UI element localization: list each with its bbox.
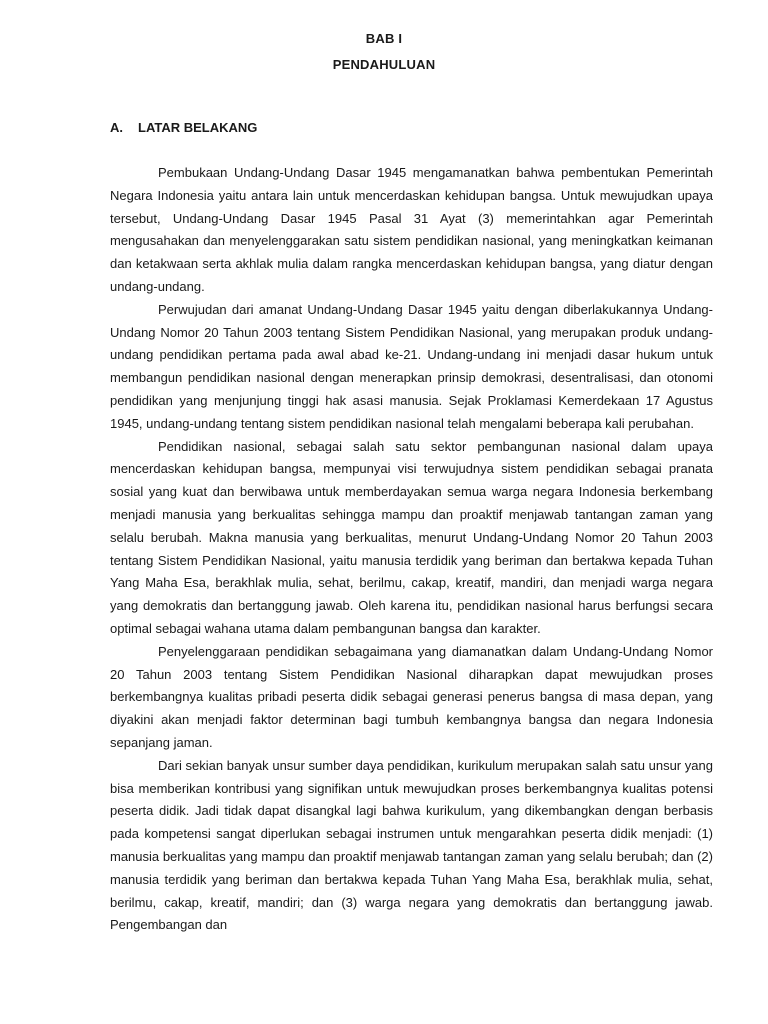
paragraph: Perwujudan dari amanat Undang-Undang Dasar 1945 yaitu dengan diberlakukannya Undang-Undang Nomor 20 Tahun 2003 tentang Sistem Pendidikan Nasional, yang merupakan produk undang-undang pendidikan pertama pada awal abad ke-21. Undang-undang ini menjadi dasar hukum untuk membangun pendidikan nasional dengan menerapkan prinsip demokrasi, desentralisasi, dan otonomi pendidikan yang menjunjung tinggi hak asasi manusia. Sejak Proklamasi Kemerdekaan 17 Agustus 1945, undang-undang tentang sistem pendidikan nasional telah mengalami beberapa kali perubahan. bbox=[110, 301, 713, 431]
section-title: LATAR BELAKANG bbox=[138, 120, 258, 135]
body-text bbox=[110, 162, 713, 937]
paragraph: Penyelenggaraan pendidikan sebagaimana yang diamanatkan dalam Undang-Undang Nomor 20 Tahun 2003 tentang Sistem Pendidikan Nasional diharapkan dapat mewujudkan proses berkembangnya kualitas pribadi peserta didik sebagai generasi penerus bangsa di masa depan, yang diyakini akan menjadi faktor determinan bagi tumbuh kembangnya bangsa dan negara Indonesia sepanjang jaman. bbox=[110, 643, 713, 750]
section-letter: A. bbox=[110, 120, 123, 135]
paragraph: Dari sekian banyak unsur sumber daya pendidikan, kurikulum merupakan salah satu unsur yang bisa memberikan kontribusi yang signifikan untuk mewujudkan proses berkembangnya kualitas potensi peserta didik. Jadi tidak dapat disangkal lagi bahwa kurikulum, yang dikembangkan dengan berbasis pada kompetensi sangat diperlukan sebagai instrumen untuk mengarahkan peserta didik menjadi: (1) manusia berkualitas yang mampu dan proaktif menjawab tantangan zaman yang selalu berubah; dan (2) manusia terdidik yang beriman dan bertakwa kepada Tuhan Yang Maha Esa, berakhlak mulia, sehat, berilmu, cakap, kreatif, mandiri; dan (3) warga negara yang demokratis dan bertanggung jawab. Pengembangan dan bbox=[110, 757, 713, 933]
chapter-title: PENDAHULUAN bbox=[332, 57, 436, 72]
paragraph: Pembukaan Undang-Undang Dasar 1945 mengamanatkan bahwa pembentukan Pemerintah Negara Indonesia yaitu antara lain untuk mencerdaskan kehidupan bangsa. Untuk mewujudkan upaya tersebut, Undang-Undang Dasar 1945 Pasal 31 Ayat (3) memerintahkan agar Pemerintah mengusahakan dan menyelenggarakan satu sistem pendidikan nasional, yang meningkatkan keimanan dan ketakwaan serta akhlak mulia dalam rangka mencerdaskan kehidupan bangsa, yang diatur dengan undang-undang. bbox=[110, 165, 713, 294]
section-heading bbox=[110, 120, 257, 135]
chapter-number: BAB I bbox=[365, 31, 403, 46]
paragraph: Pendidikan nasional, sebagai salah satu sektor pembangunan nasional dalam upaya mencerdaskan kehidupan bangsa, mempunyai visi terwujudnya sistem pendidikan sebagai pranata sosial yang kuat dan berwibawa untuk memberdayakan semua warga negara Indonesia berkembang menjadi manusia yang berkualitas sehingga mampu dan proaktif menjawab tantangan zaman yang selalu berubah. Makna manusia yang berkualitas, menurut Undang-Undang Nomor 20 Tahun 2003 tentang Sistem Pendidikan Nasional, yaitu manusia terdidik yang beriman dan bertakwa kepada Tuhan Yang Maha Esa, berakhlak mulia, sehat, berilmu, cakap, kreatif, mandiri, dan menjadi warga negara yang demokratis dan bertanggung jawab. Oleh karena itu, pendidikan nasional harus berfungsi secara optimal sebagai wahana utama dalam pembangunan bangsa dan karakter. bbox=[110, 438, 713, 636]
